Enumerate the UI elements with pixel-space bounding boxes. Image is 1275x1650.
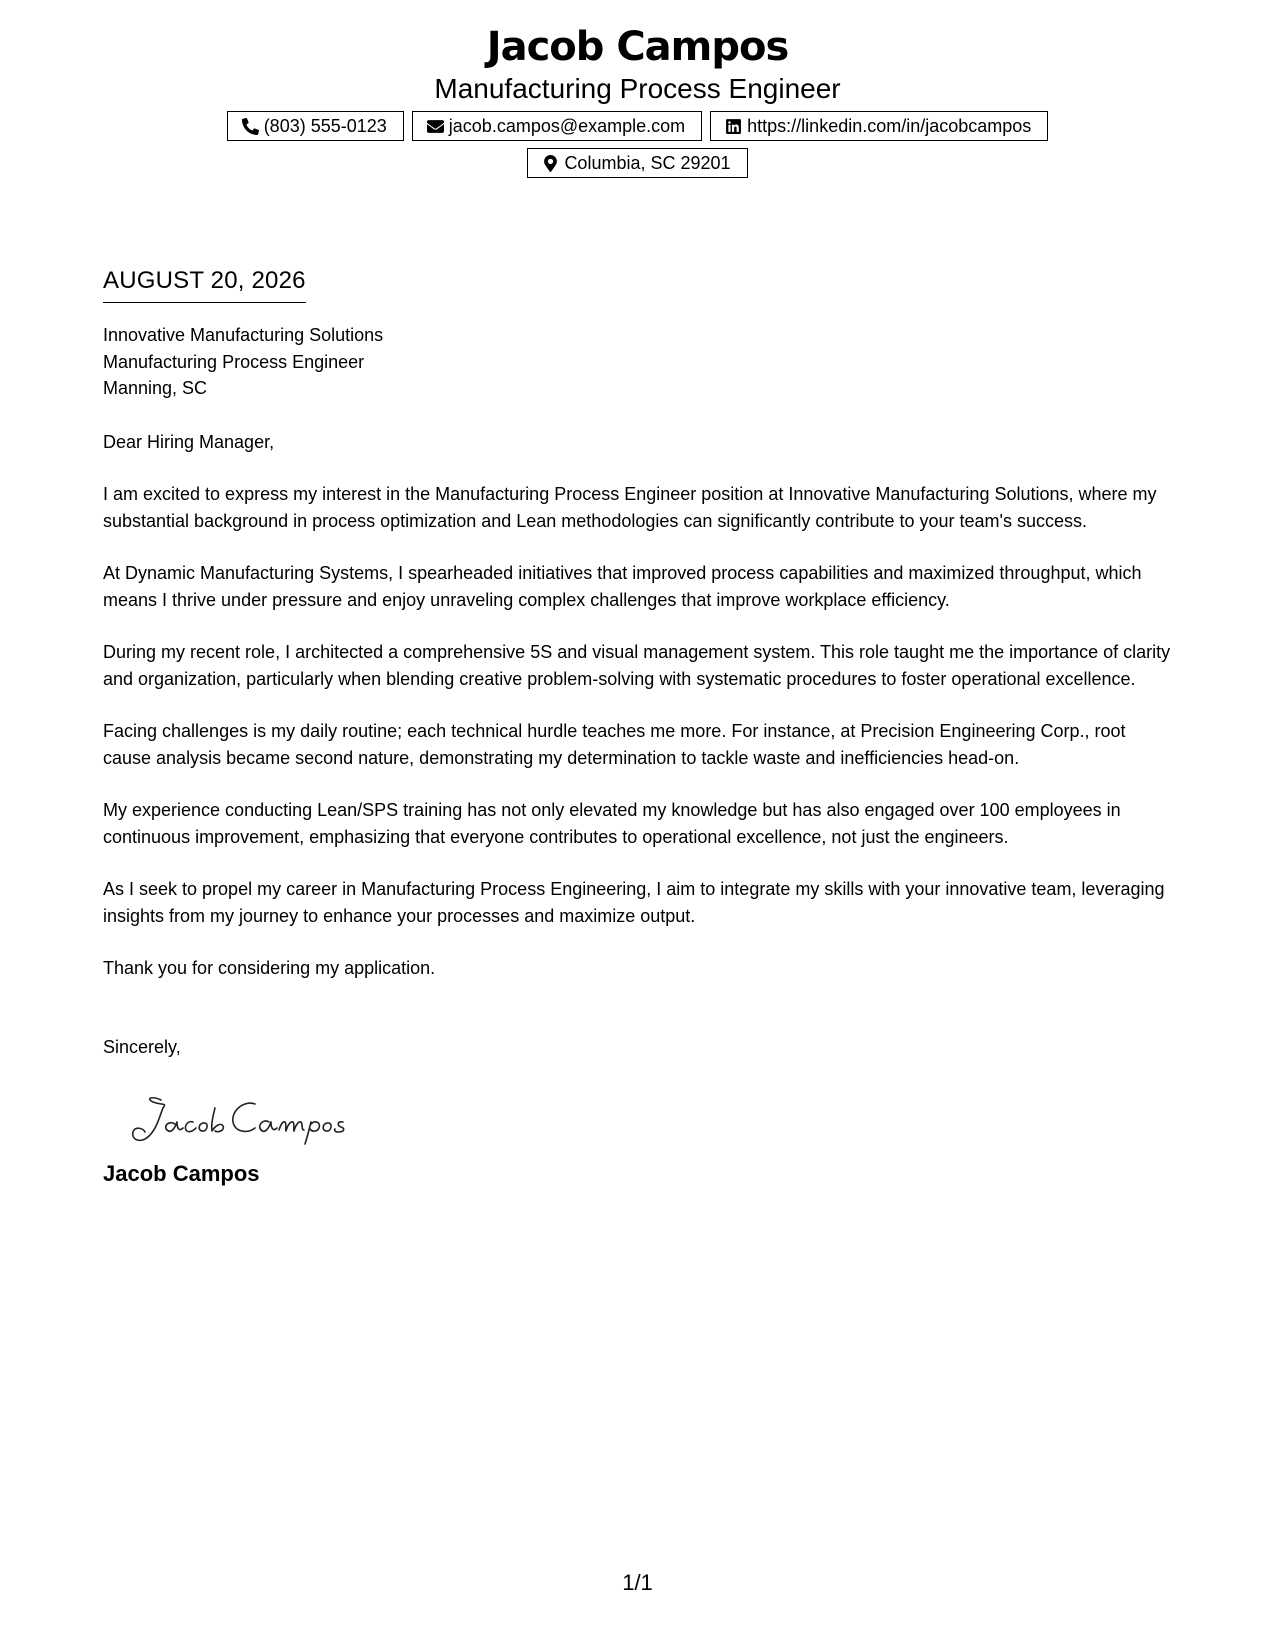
paragraph: My experience conducting Lean/SPS training has not only elevated my knowledge but has also engaged over 100 employees in continuous improvement, emphasizing that everyone contributes to operational excellence, not just the engineers.: [103, 800, 1121, 847]
envelope-icon: [427, 118, 444, 135]
contact-linkedin: [710, 111, 1048, 141]
signature-image: [123, 1088, 363, 1148]
letter-body: [103, 266, 1173, 1188]
signer-name: Jacob Campos: [103, 1161, 260, 1186]
recipient-location: Manning, SC: [103, 378, 208, 398]
phone-icon: [242, 118, 259, 135]
closing: Sincerely,: [103, 1036, 181, 1057]
applicant-name: Jacob Campos: [486, 24, 789, 70]
contact-phone: [227, 111, 404, 141]
letter-header: [0, 18, 1275, 178]
applicant-title: Manufacturing Process Engineer: [434, 73, 841, 104]
paragraph: I am excited to express my interest in the Manufacturing Process Engineer position at Innovative Manufacturing Solutions, where my substantial background in process optimization and Lean methodologies can significantly contribute to your team's success.: [103, 484, 1157, 531]
contact-location: [527, 148, 747, 178]
contact-row-2: [0, 148, 1275, 178]
recipient-position: Manufacturing Process Engineer: [103, 351, 365, 372]
page-number: 1/1: [622, 1570, 653, 1595]
salutation: Dear Hiring Manager,: [103, 431, 275, 452]
linkedin-icon: [725, 118, 742, 135]
phone-text: (803) 555-0123: [263, 115, 387, 136]
contact-row: [0, 111, 1275, 141]
recipient-company: Innovative Manufacturing Solutions: [103, 325, 384, 345]
paragraph: Facing challenges is my daily routine; each technical hurdle teaches me more. For instance, at Precision Engineering Corp., root cause analysis became second nature, demonstrating my determination to tackle waste and inefficiencies head-on.: [103, 721, 1126, 768]
contact-email: [412, 111, 702, 141]
paragraph: At Dynamic Manufacturing Systems, I spearheaded initiatives that improved process capabilities and maximized throughput, which means I thrive under pressure and enjoy unraveling complex challenges that improve workplace efficiency.: [103, 563, 1142, 610]
paragraph: Thank you for considering my application.: [103, 958, 436, 978]
linkedin-text: https://linkedin.com/in/jacobcampos: [747, 115, 1032, 136]
letter-date: AUGUST 20, 2026: [103, 266, 306, 303]
location-text: Columbia, SC 29201: [564, 152, 731, 173]
map-marker-icon: [542, 155, 559, 172]
paragraph: As I seek to propel my career in Manufacturing Process Engineering, I aim to integrate my skills with your innovative team, leveraging insights from my journey to enhance your processes and maximize output.: [103, 879, 1165, 926]
email-text: jacob.campos@example.com: [448, 115, 686, 136]
paragraph: During my recent role, I architected a comprehensive 5S and visual management system. This role taught me the importance of clarity and organization, particularly when blending creative problem-solving with systematic procedures to foster operational excellence.: [103, 642, 1171, 689]
recipient-block: [103, 322, 1173, 402]
